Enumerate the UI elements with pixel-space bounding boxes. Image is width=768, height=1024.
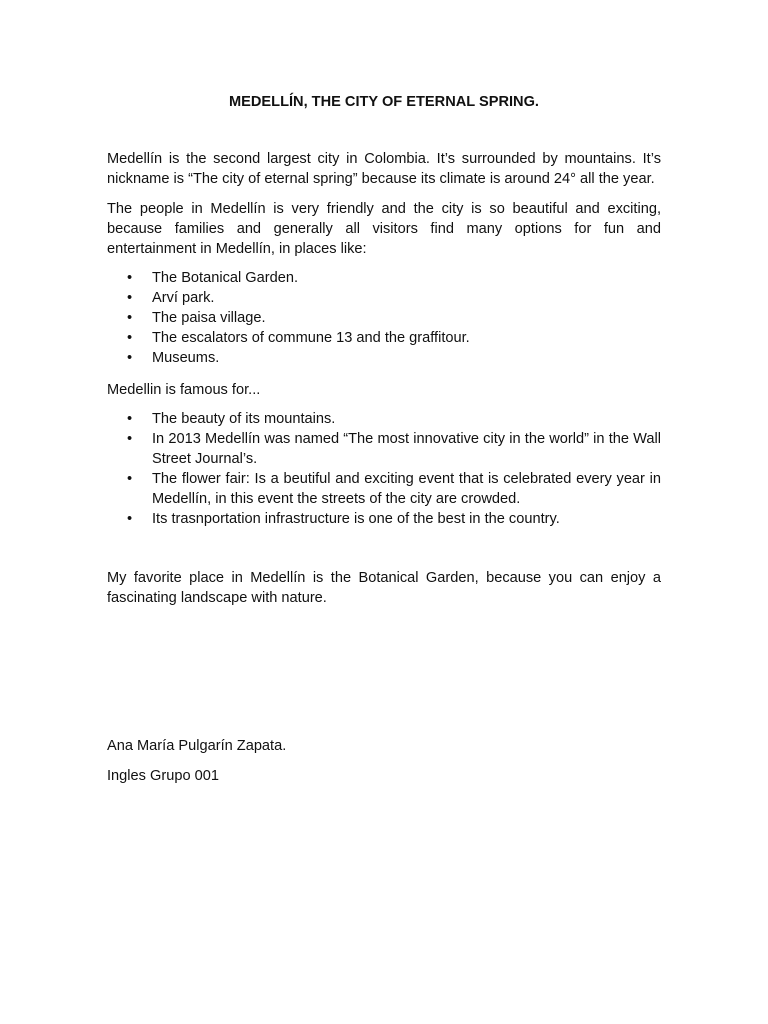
list-item-text: The beauty of its mountains. [152, 411, 336, 427]
places-list [107, 268, 661, 368]
bullet-icon: • [127, 350, 133, 366]
intro-paragraph: Medellín is the second largest city in Colombia. It’s surrounded by mountains. It’s nickname is “The city of eternal spring” because its climate is around 24° all the year. [107, 151, 661, 187]
list-item-text: The flower fair: Is a beutiful and exciting event that is celebrated every year in Medellín, in this event the streets of the city are crowded. [152, 471, 661, 507]
famous-for-paragraph: Medellin is famous for... [107, 382, 261, 398]
list-item [107, 429, 661, 469]
list-item [107, 469, 661, 509]
bullet-icon: • [127, 511, 133, 527]
document-title: MEDELLÍN, THE CITY OF ETERNAL SPRING. [228, 94, 539, 110]
list-item-text: Arví park. [152, 290, 215, 306]
bullet-icon: • [127, 411, 133, 427]
list-item [107, 509, 661, 529]
list-item-text: Its trasnportation infrastructure is one of the best in the country. [152, 511, 560, 527]
list-item [107, 348, 661, 368]
author-name: Ana María Pulgarín Zapata. [107, 738, 287, 754]
bullet-icon: • [127, 310, 133, 326]
list-item [107, 409, 661, 429]
list-item [107, 288, 661, 308]
bullet-icon: • [127, 431, 133, 447]
bullet-icon: • [127, 471, 133, 487]
list-item [107, 268, 661, 288]
list-item-text: The Botanical Garden. [152, 270, 299, 286]
favorite-place-paragraph: My favorite place in Medellín is the Botanical Garden, because you can enjoy a fascinating landscape with nature. [107, 570, 661, 606]
people-paragraph: The people in Medellín is very friendly and the city is so beautiful and exciting, because families and generally all visitors find many options for fun and entertainment in Medellín, in places like: [107, 201, 661, 257]
bullet-icon: • [127, 290, 133, 306]
list-item [107, 328, 661, 348]
list-item-text: Museums. [152, 350, 220, 366]
list-item-text: The paisa village. [152, 310, 266, 326]
bullet-icon: • [127, 330, 133, 346]
list-item-text: The escalators of commune 13 and the graffitour. [152, 330, 470, 346]
list-item-text: In 2013 Medellín was named “The most innovative city in the world” in the Wall Street Journal’s. [152, 431, 661, 467]
group-label: Ingles Grupo 001 [107, 768, 219, 784]
famous-for-list [107, 409, 661, 529]
list-item [107, 308, 661, 328]
bullet-icon: • [127, 270, 133, 286]
